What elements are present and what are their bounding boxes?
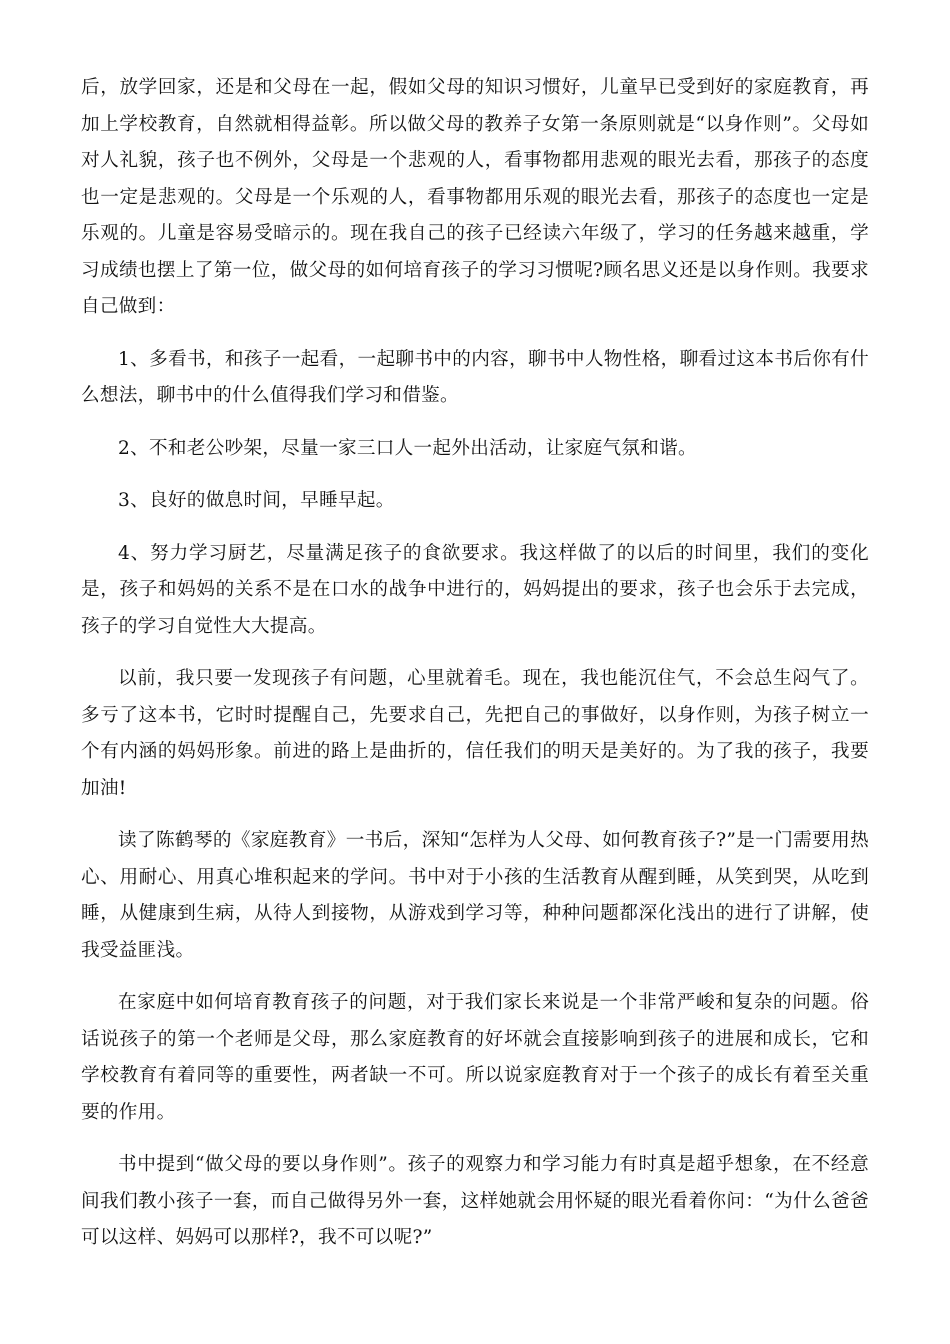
list-item-1: 1、多看书，和孩子一起看，一起聊书中的内容，聊书中人物性格，聊看过这本书后你有什么想法，聊书中的什么值得我们学习和借鉴。 bbox=[81, 348, 869, 406]
list-item-2: 2、不和老公吵架，尽量一家三口人一起外出活动，让家庭气氛和谐。 bbox=[118, 437, 697, 459]
paragraph-continuation: 后，放学回家，还是和父母在一起，假如父母的知识习惯好，儿童早已受到好的家庭教育，再加上学校教育，自然就相得益彰。所以做父母的教养子女第一条原则就是“以身作则”。父母如对人礼貌，孩子也不例外，父母是一个悲观的人，看事物都用悲观的眼光去看，那孩子的态度也一定是悲观的。父母是一个乐观的人，看事物都用乐观的眼光去看，那孩子的态度也一定是乐观的。儿童是容易受暗示的。现在我自己的孩子已经读六年级了，学习的任务越来越重，学习成绩也摆上了第一位，做父母的如何培育孩子的学习习惯呢?顾名思义还是以身作则。我要求自己做到： bbox=[81, 77, 869, 317]
list-item-3: 3、良好的做息时间，早睡早起。 bbox=[118, 490, 395, 511]
list-item-4: 4、努力学习厨艺，尽量满足孩子的食欲要求。我这样做了的以后的时间里，我们的变化是，孩子和妈妈的关系不是在口水的战争中进行的，妈妈提出的要求，孩子也会乐于去完成，孩子的学习自觉性大大提高。 bbox=[81, 542, 869, 637]
paragraph: 书中提到“做父母的要以身作则”。孩子的观察力和学习能力有时真是超乎想象，在不经意间我们教小孩子一套，而自己做得另外一套，这样她就会用怀疑的眼光看着你问：“为什么爸爸可以这样、妈妈可以那样?，我不可以呢?” bbox=[81, 1154, 869, 1248]
paragraph: 读了陈鹤琴的《家庭教育》一书后，深知“怎样为人父母、如何教育孩子?”是一门需要用热心、用耐心、用真心堆积起来的学问。书中对于小孩的生活教育从醒到睡，从笑到哭，从吃到睡，从健康到生病，从待人到接物，从游戏到学习等，种种问题都深化浅出的进行了讲解，使我受益匪浅。 bbox=[81, 830, 869, 961]
paragraph: 在家庭中如何培育教育孩子的问题，对于我们家长来说是一个非常严峻和复杂的问题。俗话说孩子的第一个老师是父母，那么家庭教育的好坏就会直接影响到孩子的进展和成长，它和学校教育有着同等的重要性，两者缺一不可。所以说家庭教育对于一个孩子的成长有着至关重要的作用。 bbox=[81, 992, 869, 1123]
document-page bbox=[81, 70, 869, 1273]
paragraph: 以前，我只要一发现孩子有问题，心里就着毛。现在，我也能沉住气，不会总生闷气了。多亏了这本书，它时时提醒自己，先要求自己，先把自己的事做好，以身作则，为孩子树立一个有内涵的妈妈形象。前进的路上是曲折的，信任我们的明天是美好的。为了我的孩子，我要加油! bbox=[81, 668, 869, 799]
